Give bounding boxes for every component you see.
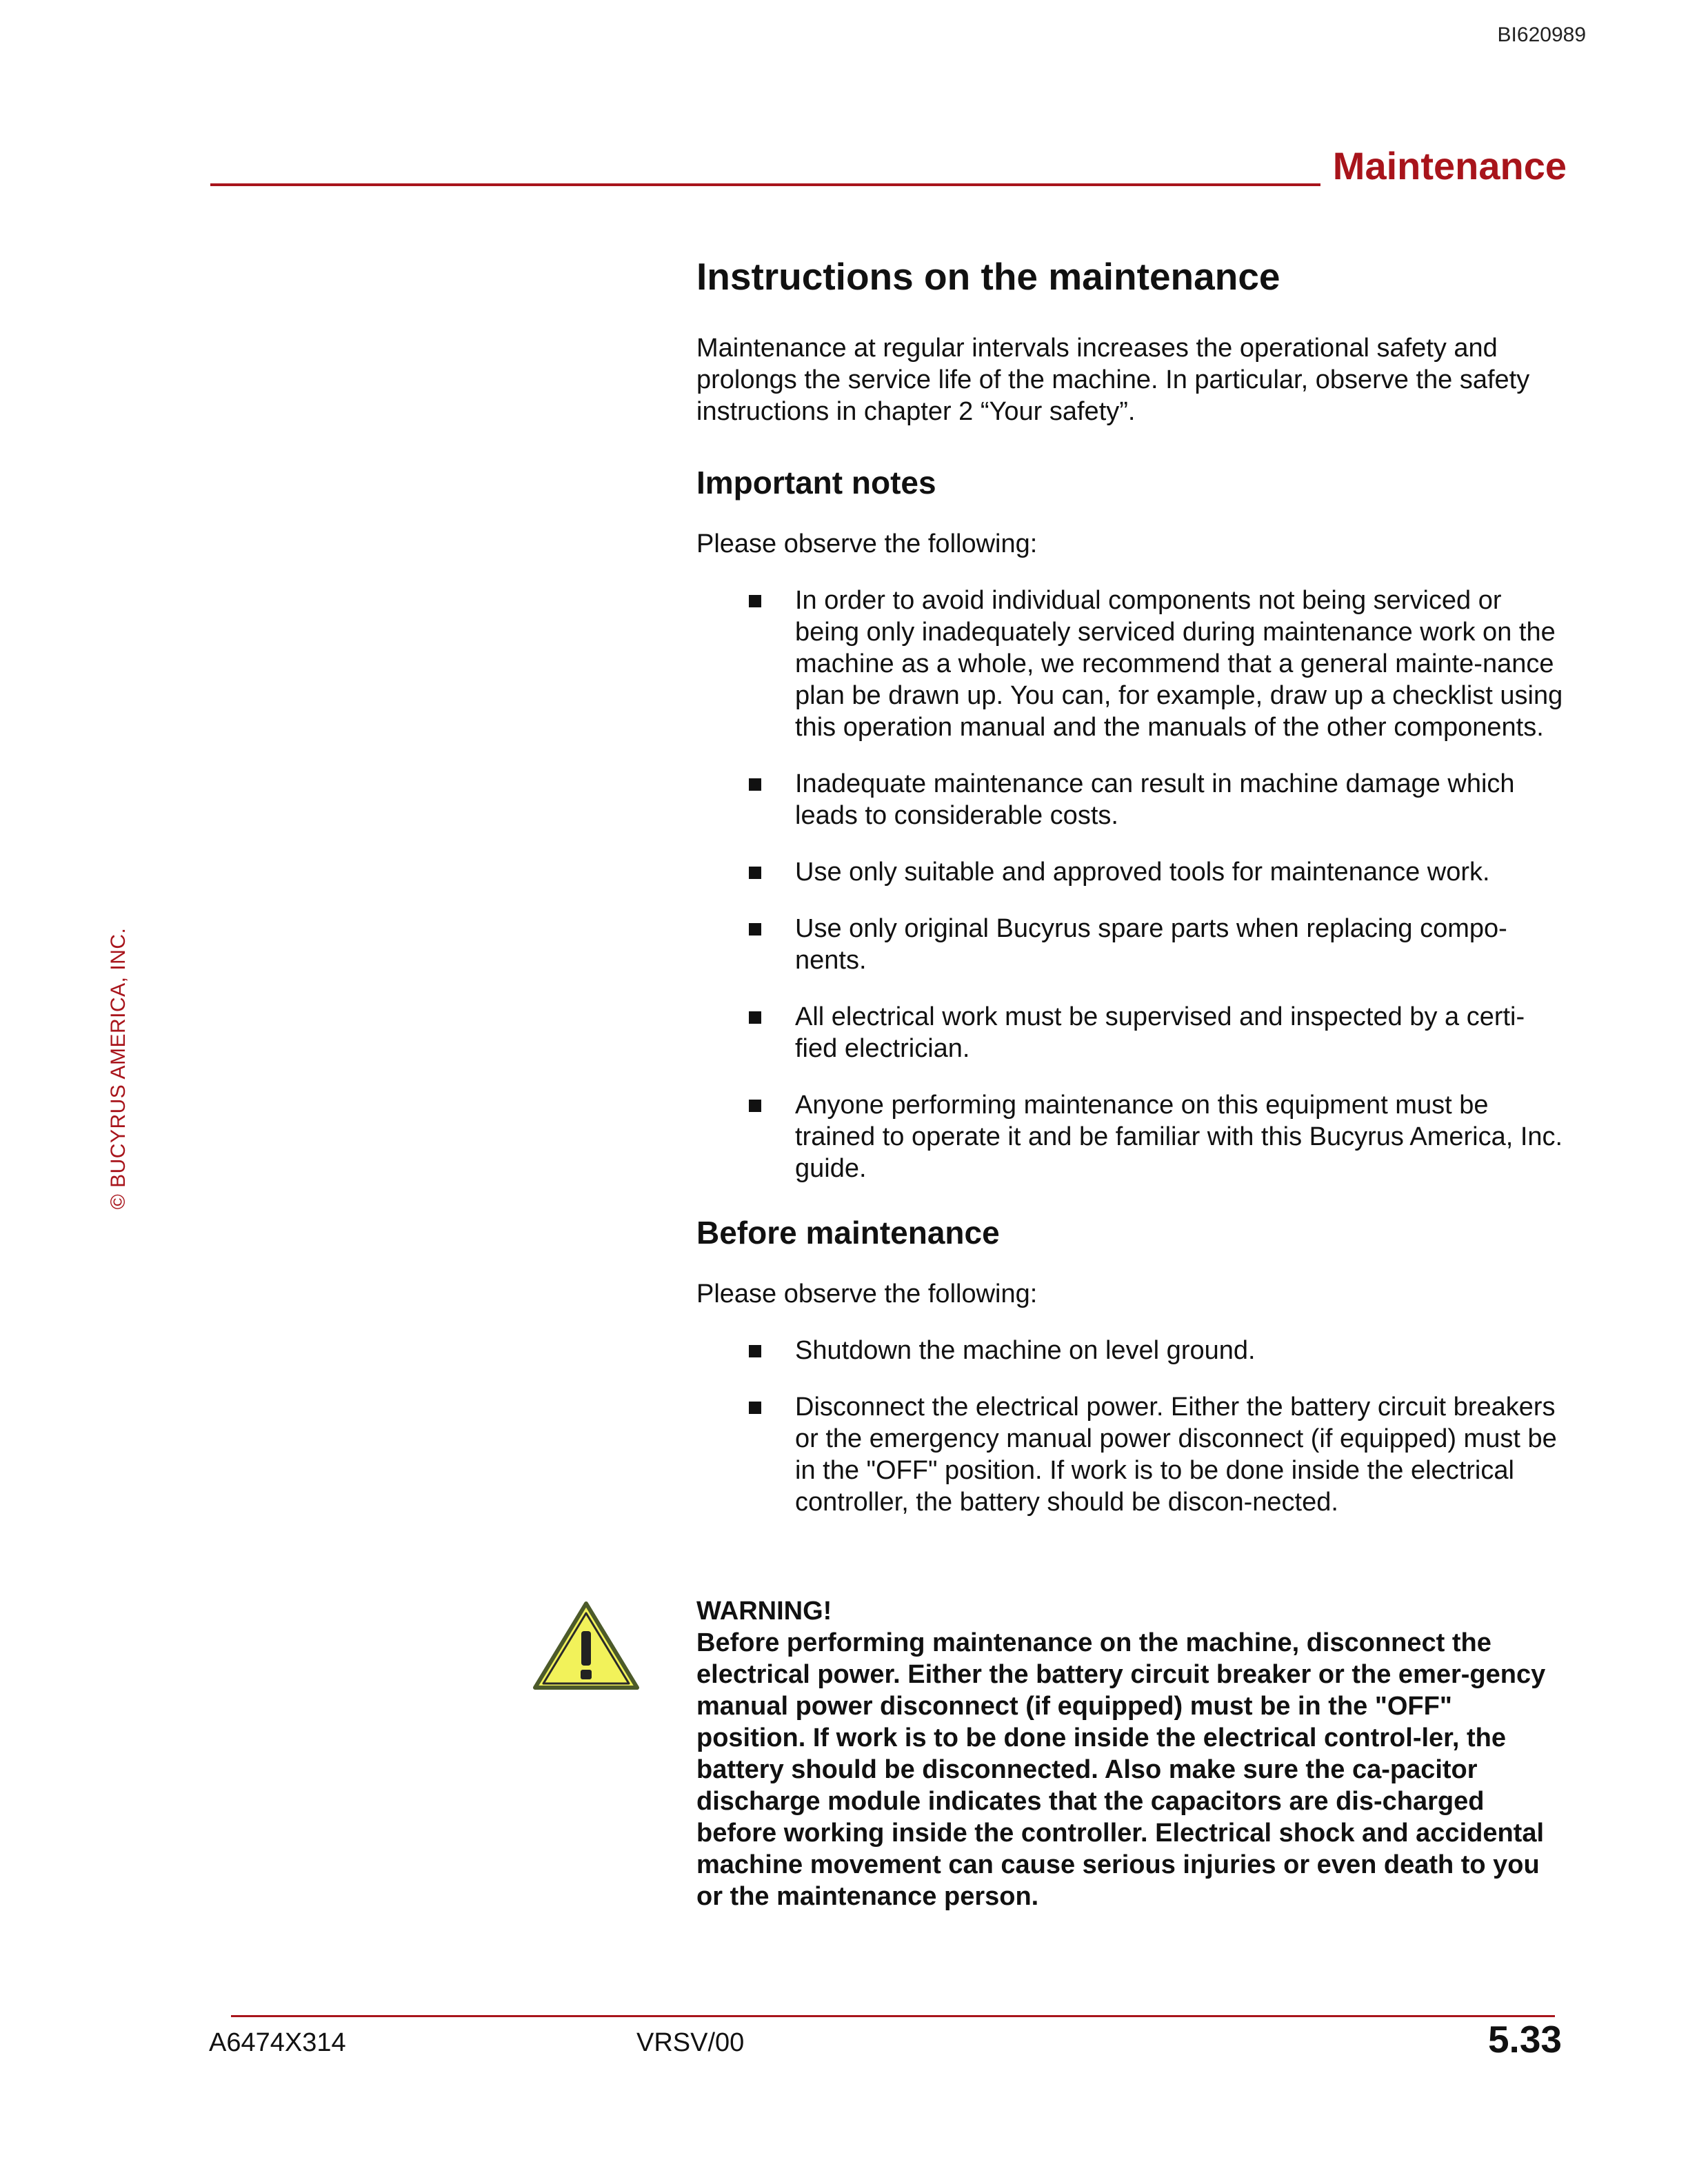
copyright-notice: © BUCYRUS AMERICA, INC. — [107, 927, 130, 1210]
list-item-text: All electrical work must be supervised and inspected by a certi-fied electrician. — [795, 1002, 1525, 1063]
warning-triangle-icon — [532, 1599, 640, 1692]
page-title: Instructions on the maintenance — [696, 255, 1280, 298]
before-maintenance-lead: Please observe the following: — [696, 1280, 1038, 1308]
list-item-text: In order to avoid individual components not being serviced or being only inadequately serviced during maintenance work on the machine as a whole, we recommend that a general mainte-nance plan be drawn up. You can, for example, draw up a checklist using this operation manual and the manuals of the other components. — [795, 586, 1563, 742]
important-notes-list — [696, 585, 1565, 1184]
section-title: Maintenance — [1332, 144, 1567, 188]
bullet-square-icon — [749, 778, 761, 791]
bullet-square-icon — [749, 1100, 761, 1112]
page-number: 5.33 — [1487, 2018, 1562, 2061]
intro-paragraph: Maintenance at regular intervals increases the operational safety and prolongs the service life of the machine. In particular, observe the safety instructions in chapter 2 “Your safety”. — [696, 334, 1530, 426]
list-item-text: Anyone performing maintenance on this equipment must be trained to operate it and be familiar with this Bucyrus America, Inc. guide. — [795, 1091, 1563, 1183]
list-item-text: Use only suitable and approved tools for maintenance work. — [795, 858, 1490, 887]
warning-title: WARNING! — [696, 1597, 832, 1626]
document-number: A6474X314 — [209, 2028, 346, 2057]
list-item — [696, 1391, 1565, 1518]
list-item — [696, 913, 1565, 976]
list-item — [696, 856, 1565, 888]
header-rule — [210, 183, 1320, 186]
bullet-square-icon — [749, 867, 761, 879]
bullet-square-icon — [749, 923, 761, 936]
bullet-square-icon — [749, 595, 761, 607]
list-item — [696, 768, 1565, 831]
important-notes-heading: Important notes — [696, 465, 936, 501]
bullet-square-icon — [749, 1011, 761, 1024]
list-item-text: Use only original Bucyrus spare parts when replacing compo-nents. — [795, 914, 1507, 975]
bullet-square-icon — [749, 1345, 761, 1357]
revision-code: VRSV/00 — [636, 2028, 745, 2057]
bullet-square-icon — [749, 1402, 761, 1414]
footer-rule — [231, 2015, 1555, 2017]
document-id: BI620989 — [1497, 23, 1586, 46]
list-item — [696, 1001, 1565, 1064]
list-item — [696, 1335, 1565, 1366]
list-item — [696, 585, 1565, 743]
important-notes-lead: Please observe the following: — [696, 529, 1038, 558]
main-content — [696, 252, 1565, 1546]
before-maintenance-list — [696, 1335, 1565, 1518]
list-item-text: Shutdown the machine on level ground. — [795, 1336, 1256, 1365]
warning-block — [696, 1595, 1565, 1912]
before-maintenance-heading: Before maintenance — [696, 1215, 1000, 1251]
list-item-text: Inadequate maintenance can result in machine damage which leads to considerable costs. — [795, 769, 1515, 830]
warning-text: Before performing maintenance on the machine, disconnect the electrical power. Either the battery circuit breaker or the emer-gency manual power disconnect (if equipped) must be in the "OFF" position. If work is to be done inside the electrical control-ler, the battery should be disconnected. Also make sure the ca-pacitor discharge module indicates that the capacitors are dis-charged before working inside the controller. Electrical shock and accidental machine movement can cause serious injuries or even death to you or the maintenance person. — [696, 1628, 1546, 1911]
list-item-text: Disconnect the electrical power. Either the battery circuit breakers or the emergency manual power disconnect (if equipped) must be in the "OFF" position. If work is to be done inside the electrical controller, the battery should be discon-nected. — [795, 1393, 1557, 1517]
list-item — [696, 1089, 1565, 1184]
